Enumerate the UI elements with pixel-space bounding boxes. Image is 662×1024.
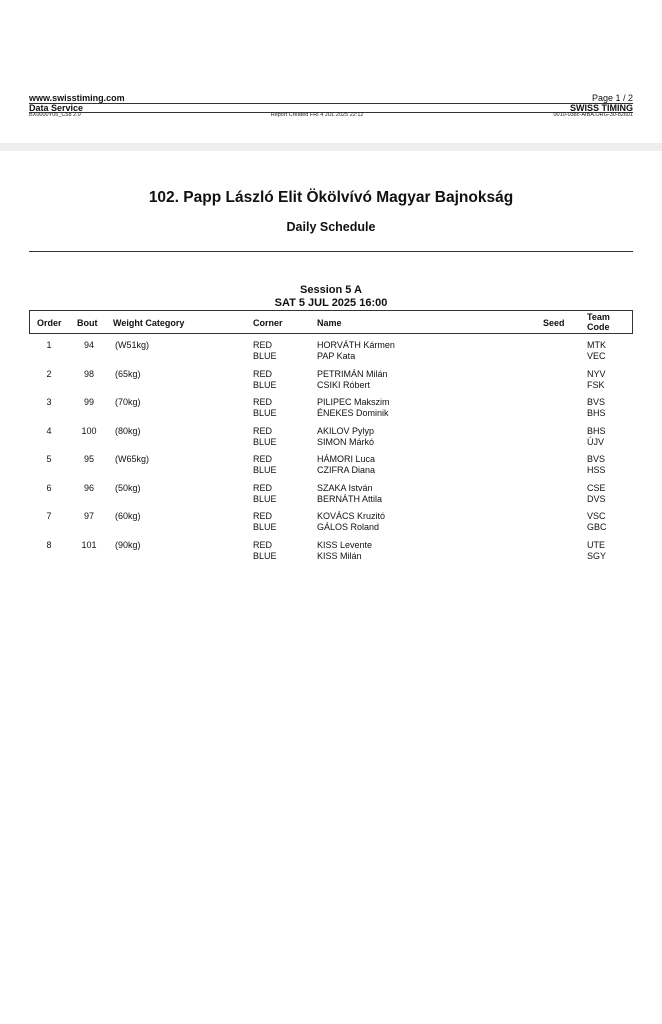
- header-top-row: [29, 93, 633, 103]
- row-order: 7: [46, 511, 52, 521]
- col-order: Order: [37, 318, 62, 328]
- row-blue-name: CSIKI Róbert: [317, 379, 371, 390]
- table-row: [29, 511, 633, 540]
- row-red-name: PETRIMÁN Milán: [317, 368, 388, 379]
- row-red-corner: RED: [253, 511, 273, 521]
- row-blue-corner: BLUE: [253, 465, 277, 475]
- row-red-team: BVS: [587, 397, 606, 407]
- col-name: Name: [317, 318, 342, 328]
- row-order: 1: [46, 340, 52, 350]
- row-red-team: BHS: [587, 425, 606, 436]
- row-order: 3: [46, 397, 52, 407]
- row-bout: 101: [81, 539, 97, 550]
- row-blue-corner: BLUE: [253, 436, 277, 447]
- row-blue-team: HSS: [587, 465, 606, 475]
- row-red-team: BVS: [587, 454, 606, 464]
- row-order: 2: [46, 368, 52, 379]
- session-heading: [0, 284, 662, 310]
- row-red-corner: RED: [253, 397, 273, 407]
- row-red-corner: RED: [253, 340, 273, 350]
- row-blue-team: VEC: [587, 351, 606, 361]
- row-blue-team: DVS: [587, 493, 606, 504]
- title-accent-rule: [314, 251, 348, 252]
- row-blue-team: FSK: [587, 379, 605, 390]
- row-blue-corner: BLUE: [253, 379, 277, 390]
- row-red-corner: RED: [253, 482, 273, 493]
- row-order: 4: [46, 425, 52, 436]
- row-red-corner: RED: [253, 454, 273, 464]
- row-red-corner: RED: [253, 425, 273, 436]
- row-bout: 96: [83, 482, 94, 493]
- row-red-corner: RED: [253, 368, 273, 379]
- col-bout: Bout: [77, 318, 98, 328]
- row-blue-corner: BLUE: [253, 408, 277, 418]
- table-row: [29, 483, 633, 512]
- row-bout: 97: [83, 511, 94, 521]
- report-created: Report Created FRI 4 JUL 2025 22:12: [270, 112, 364, 118]
- col-team-line1: Team: [587, 312, 610, 322]
- row-blue-name: SIMON Márkó: [317, 436, 375, 447]
- website-link[interactable]: www.swisstiming.com: [29, 93, 125, 103]
- page-band: [0, 143, 662, 151]
- row-blue-name: ÉNEKES Dominik: [317, 408, 389, 418]
- row-weight: (90kg): [115, 539, 141, 550]
- row-weight: (W65kg): [115, 454, 150, 464]
- row-blue-name: CZIFRA Diana: [317, 465, 376, 475]
- row-red-team: MTK: [587, 340, 606, 350]
- row-blue-team: ÚJV: [587, 436, 605, 447]
- row-weight: (W51kg): [115, 340, 150, 350]
- page-number: Page 1 / 2: [591, 93, 633, 103]
- row-blue-team: BHS: [587, 408, 606, 418]
- row-blue-name: BERNÁTH Attila: [317, 493, 383, 504]
- header-meta-row: [29, 112, 633, 118]
- row-weight: (60kg): [115, 511, 141, 521]
- row-order: 5: [46, 454, 52, 464]
- table-row: [29, 397, 633, 426]
- session-name: Session 5 A: [300, 284, 362, 296]
- row-red-corner: RED: [253, 539, 273, 550]
- row-order: 8: [46, 539, 52, 550]
- row-red-team: NYV: [587, 368, 606, 379]
- row-weight: (50kg): [115, 482, 141, 493]
- ref-code: 0010-038c-AIBA.ORG-30-82601: [553, 112, 633, 118]
- doc-code: BX0000Y05_C58 2.0: [29, 112, 81, 118]
- row-red-team: CSE: [587, 482, 606, 493]
- row-bout: 100: [81, 425, 97, 436]
- table-header: [29, 310, 633, 334]
- col-seed: Seed: [543, 318, 565, 328]
- col-team-line2: Code: [587, 322, 610, 332]
- col-team-code: [587, 312, 610, 332]
- row-blue-corner: BLUE: [253, 493, 277, 504]
- row-blue-corner: BLUE: [253, 351, 277, 361]
- row-blue-corner: BLUE: [253, 522, 277, 532]
- row-bout: 99: [83, 397, 94, 407]
- col-weight: Weight Category: [113, 318, 185, 328]
- row-red-name: KOVÁCS Kruzitó: [317, 511, 386, 521]
- row-red-name: AKILOV Pylyp: [317, 425, 375, 436]
- row-blue-name: KISS Milán: [317, 550, 362, 561]
- table-row: [29, 340, 633, 369]
- row-red-team: UTE: [587, 539, 605, 550]
- table-row: [29, 426, 633, 455]
- row-red-team: VSC: [587, 511, 606, 521]
- row-blue-team: SGY: [587, 550, 607, 561]
- row-weight: (65kg): [115, 368, 141, 379]
- row-blue-name: GÁLOS Roland: [317, 522, 380, 532]
- event-title: 102. Papp László Elit Ökölvívó Magyar Bajnokság: [148, 189, 514, 206]
- row-order: 6: [46, 482, 52, 493]
- brand-label: SWISS TIMING: [570, 103, 633, 113]
- row-red-name: PILIPEC Makszim: [317, 397, 390, 407]
- row-red-name: SZAKA István: [317, 482, 373, 493]
- row-weight: (70kg): [115, 397, 141, 407]
- session-datetime: SAT 5 JUL 2025 16:00: [274, 297, 388, 309]
- row-red-name: KISS Levente: [317, 539, 373, 550]
- table-row: [29, 540, 633, 569]
- data-service-label: Data Service: [29, 103, 84, 113]
- row-blue-corner: BLUE: [253, 550, 277, 561]
- col-corner: Corner: [253, 318, 283, 328]
- row-bout: 95: [83, 454, 94, 464]
- row-red-name: HÁMORI Luca: [317, 454, 376, 464]
- row-blue-team: GBC: [587, 522, 607, 532]
- row-red-name: HORVÁTH Kármen: [317, 340, 395, 350]
- row-weight: (80kg): [115, 425, 141, 436]
- table-row: [29, 454, 633, 483]
- row-blue-name: PAP Kata: [317, 351, 356, 361]
- row-bout: 98: [83, 368, 94, 379]
- document-subtitle: Daily Schedule: [286, 220, 376, 234]
- table-row: [29, 369, 633, 398]
- row-bout: 94: [83, 340, 94, 350]
